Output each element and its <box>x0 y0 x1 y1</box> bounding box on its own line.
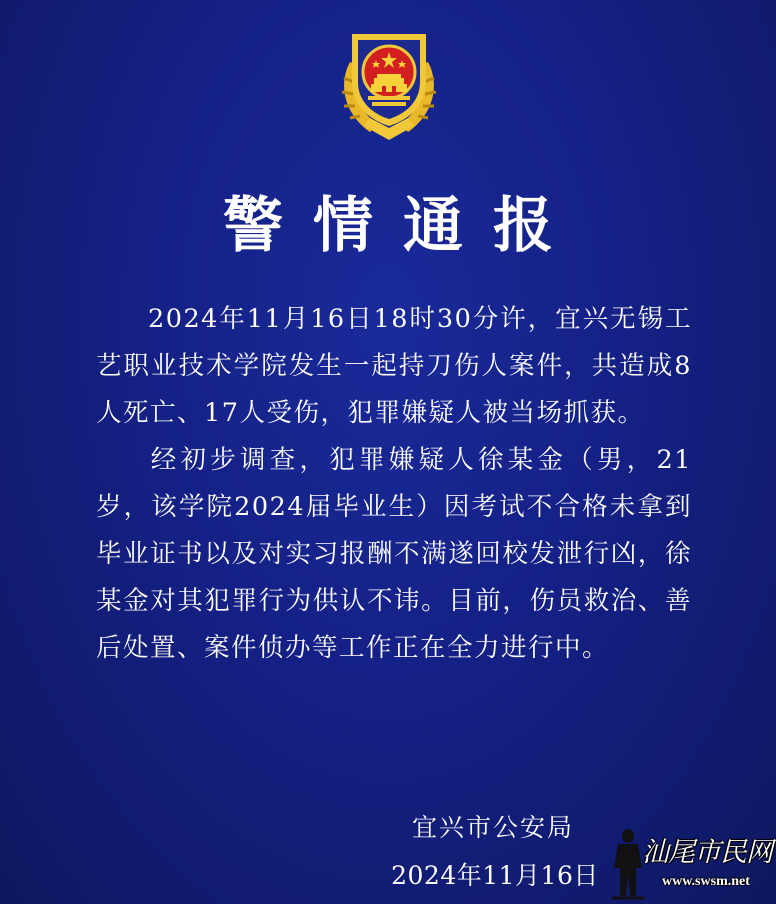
notice-paragraph-2-text: 经初步调查，犯罪嫌疑人徐某金（男，21岁，该学院2024届毕业生）因考试不合格未拿到毕业证书以及对实习报酬不满遂回校发泄行凶，徐某金对其犯罪行为供认不讳。目前，伤员救治、善后处置、案件侦办等工作正在全力进行中。 <box>96 445 692 663</box>
notice-title: 警情通报 <box>223 191 583 261</box>
police-emblem-icon <box>330 22 448 144</box>
watermark-name: 汕尾市民网 <box>642 837 772 868</box>
notice-paragraph-2 <box>96 437 692 672</box>
watermark-url: www.swsm.net <box>662 874 750 889</box>
notice-paragraph-1-text: 2024年11月16日18时30分许，宜兴无锡工艺职业技术学院发生一起持刀伤人案件，共造成8人死亡、17人受伤，犯罪嫌疑人被当场抓获。 <box>96 304 692 428</box>
issue-date: 2024年11月16日 <box>391 861 599 890</box>
notice-paragraph-1 <box>96 296 692 437</box>
site-watermark <box>606 826 772 900</box>
issuer-name: 宜兴市公安局 <box>411 813 574 842</box>
